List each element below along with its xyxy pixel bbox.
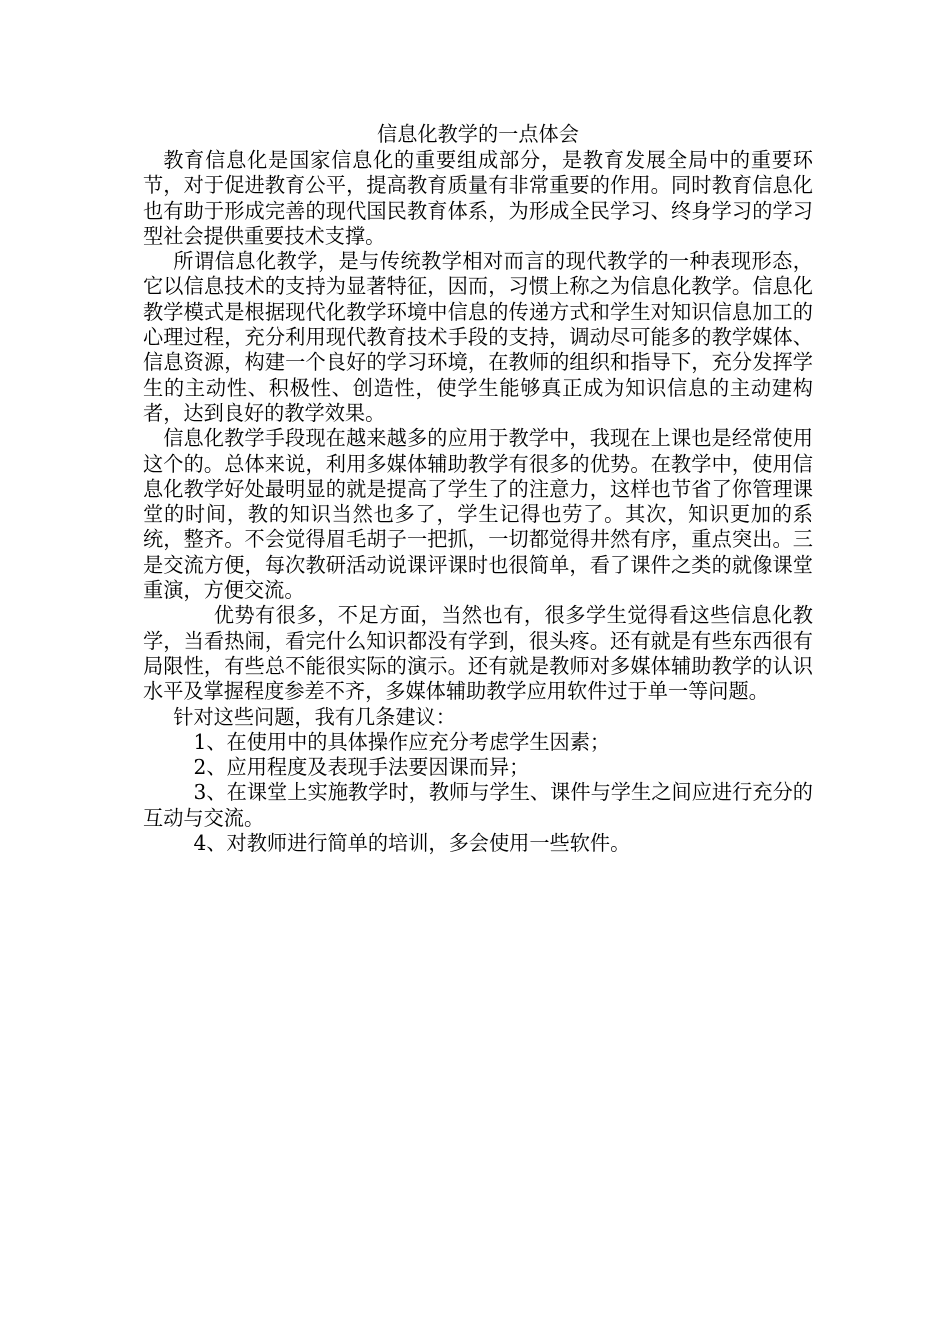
document-page [143,120,813,856]
paragraph-shortcomings: 优势有很多，不足方面，当然也有，很多学生觉得看这些信息化教学，当看热闹，看完什么知识都没有学到，很头疼。还有就是有些东西很有局限性，有些总不能很实际的演示。还有就是教师对多媒体辅助教学的认识水平及掌握程度参差不齐，多媒体辅助教学应用软件过于单一等问题。 [143,603,813,704]
suggestion-item-2: 2、应用程度及表现手法要因课而异； [193,755,530,780]
suggestion-item-3: 3、在课堂上实施教学时，教师与学生、课件与学生之间应进行充分的互动与交流。 [143,780,813,830]
paragraph-suggestions-intro: 针对这些问题，我有几条建议： [173,704,456,729]
paragraph-advantages: 信息化教学手段现在越来越多的应用于教学中，我现在上课也是经常使用这个的。总体来说，利用多媒体辅助教学有很多的优势。在教学中，使用信息化教学好处最明显的就是提高了学生了的注意力，这样也节省了你管理课堂的时间，教的知识当然也多了，学生记得也劳了。其次，知识更加的系统，整齐。不会觉得眉毛胡子一把抓，一切都觉得井然有序，重点突出。三是交流方便，每次教研活动说课评课时也很简单，看了课件之类的就像课堂重演，方便交流。 [143,426,813,603]
suggestion-item-4: 4、对教师进行简单的培训，多会使用一些软件。 [193,831,631,856]
paragraph-definition: 所谓信息化教学，是与传统教学相对而言的现代教学的一种表现形态，它以信息技术的支持为显著特征，因而，习惯上称之为信息化教学。信息化教学模式是根据现代化教学环境中信息的传递方式和学生对知识信息加工的心理过程，充分利用现代教育技术手段的支持，调动尽可能多的教学媒体、信息资源，构建一个良好的学习环境，在教师的组织和指导下，充分发挥学生的主动性、积极性、创造性，使学生能够真正成为知识信息的主动建构者，达到良好的教学效果。 [143,249,813,425]
suggestion-item-1: 1、在使用中的具体操作应充分考虑学生因素； [193,729,611,754]
document-title: 信息化教学的一点体会 [377,122,579,146]
paragraph-intro: 教育信息化是国家信息化的重要组成部分，是教育发展全局中的重要环节，对于促进教育公平，提高教育质量有非常重要的作用。同时教育信息化也有助于形成完善的现代国民教育体系，为形成全民学习、终身学习的学习型社会提供重要技术支撑。 [143,148,813,248]
